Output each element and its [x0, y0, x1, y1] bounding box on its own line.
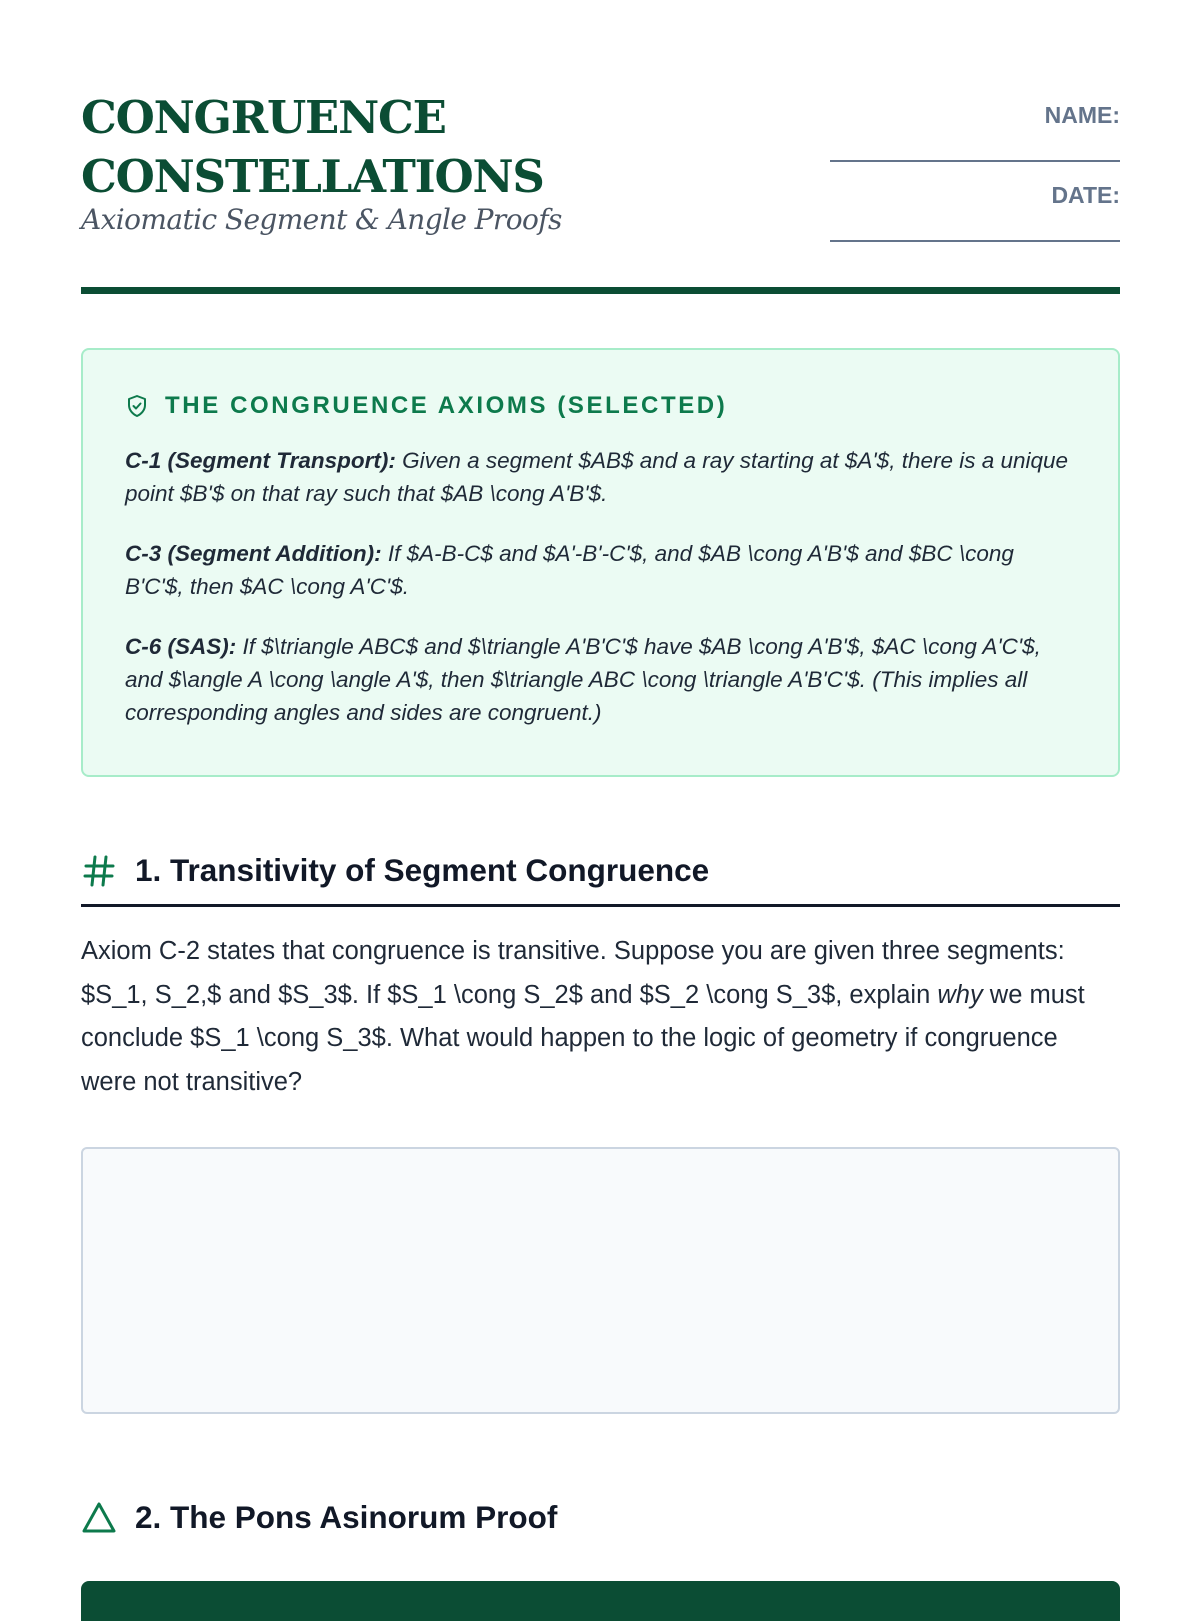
shield-check-icon — [125, 394, 149, 418]
axiom-c6 — [125, 630, 1078, 729]
axioms-box — [81, 348, 1120, 777]
axiom-c1 — [125, 444, 1078, 510]
section-1-title: 1. Transitivity of Segment Congruence — [135, 852, 710, 888]
worksheet-header — [81, 0, 1120, 294]
axioms-heading — [125, 390, 1078, 422]
prompt-emphasis: why — [937, 980, 983, 1009]
page-title: CONGRUENCE CONSTELLATIONS — [81, 91, 544, 203]
date-label: DATE: — [1051, 182, 1120, 208]
hash-icon — [81, 853, 117, 889]
section-2-heading — [81, 1499, 557, 1536]
prompt-text: we must conclude $S_1 \cong S_3$. What would happen to the logic of geometry if congruence were not transitive? — [81, 980, 1085, 1096]
section-2-banner — [81, 1581, 1120, 1621]
student-info — [830, 100, 1120, 260]
axiom-text: If $\triangle ABC$ and $\triangle A'B'C'$ have $AB \cong A'B'$, $AC \cong A'C'$, and $\angle A \cong \angle A'$, then $\triangle ABC \cong \triangle A'B'C'$. (This implies all corresponding angles and sides are congruent.) — [125, 634, 1041, 725]
name-label: NAME: — [1044, 102, 1120, 128]
section-1-prompt — [81, 930, 1120, 1104]
answer-box[interactable] — [81, 1147, 1120, 1414]
section-1-heading — [81, 852, 709, 889]
axiom-text: Given a segment $AB$ and a ray starting at $A'$, there is a unique point $B'$ on that ray such that $AB \cong A'B'$. — [125, 448, 1069, 506]
axioms-title: THE CONGRUENCE AXIOMS (SELECTED) — [165, 392, 728, 419]
section-1-divider — [81, 904, 1120, 907]
prompt-text: Axiom C-2 states that congruence is transitive. Suppose you are given three segments: $S_1, S_2,$ and $S_3$. If $S_1 \cong S_2$ and $S_2 \cong S_3$, explain — [81, 937, 1065, 1009]
axiom-term: C-3 (Segment Addition): — [125, 541, 382, 566]
section-2-title: 2. The Pons Asinorum Proof — [135, 1499, 558, 1535]
date-field[interactable] — [830, 240, 1120, 242]
axiom-c3 — [125, 537, 1078, 603]
worksheet-page — [81, 0, 1120, 1535]
name-field[interactable] — [830, 160, 1120, 162]
page-subtitle: Axiomatic Segment & Angle Proofs — [81, 203, 562, 236]
axiom-term: C-6 (SAS): — [125, 634, 237, 659]
triangle-icon — [81, 1500, 117, 1536]
axiom-text: If $A-B-C$ and $A'-B'-C'$, and $AB \cong A'B'$ and $BC \cong B'C'$, then $AC \cong A'C'$. — [125, 541, 1014, 599]
header-divider — [81, 287, 1120, 294]
axiom-term: C-1 (Segment Transport): — [125, 448, 396, 473]
